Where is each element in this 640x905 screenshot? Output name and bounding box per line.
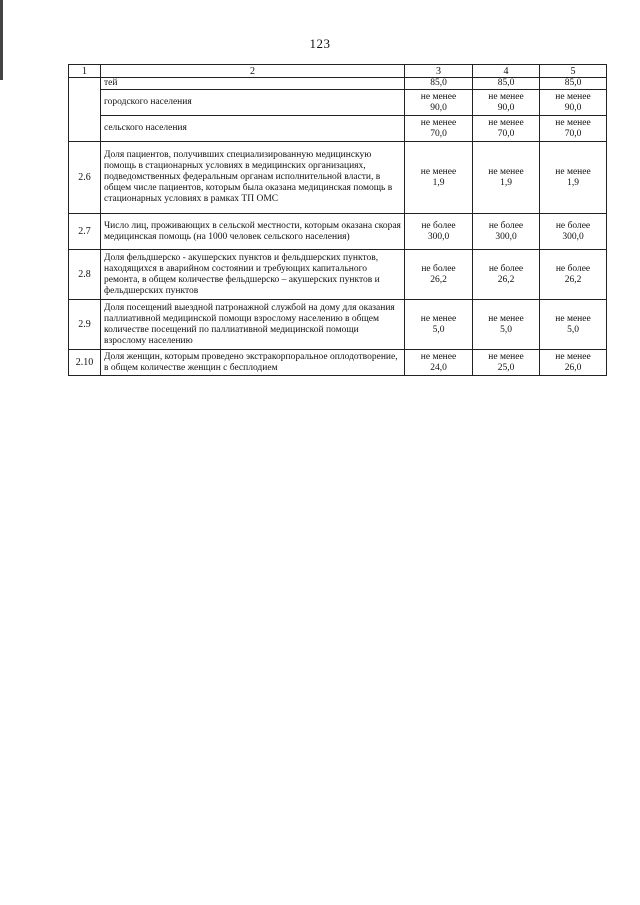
value-text: 85,0 bbox=[430, 78, 447, 88]
header-cell-col-1: 1 bbox=[69, 65, 101, 78]
value-number: 24,0 bbox=[430, 362, 447, 373]
value-col-3 bbox=[405, 250, 473, 300]
value-qualifier: не менее bbox=[420, 117, 457, 128]
value-number: 300,0 bbox=[562, 231, 584, 242]
value-col-5 bbox=[540, 300, 607, 350]
row-description: Доля пациентов, получивших специализированную медицинскую помощь в стационарных условиях в медицинских организациях, подведомственных федеральным органам исполнительной власти, в общем числе пациентов, которым была оказана медицинская помощь в стационарных условиях в рамках ТП ОМС bbox=[101, 142, 405, 214]
value-qualifier: не более bbox=[555, 220, 591, 231]
value-col-3 bbox=[405, 350, 473, 376]
value-col-5 bbox=[540, 116, 607, 142]
value-col-4 bbox=[473, 142, 540, 214]
value-text: 85,0 bbox=[564, 78, 582, 88]
value-number: 1,9 bbox=[567, 177, 579, 188]
value-text: 85,0 bbox=[497, 78, 515, 88]
table-row bbox=[69, 214, 607, 250]
value-number: 300,0 bbox=[495, 231, 517, 242]
value-qualifier: не более bbox=[488, 220, 524, 231]
row-number-cell: 2.8 bbox=[69, 250, 101, 300]
page-number: 123 bbox=[309, 36, 331, 51]
table-row bbox=[69, 142, 607, 214]
value-number: 5,0 bbox=[500, 324, 512, 335]
value-number: 90,0 bbox=[564, 102, 582, 113]
value-col-3 bbox=[405, 300, 473, 350]
value-qualifier: не менее bbox=[555, 351, 591, 362]
value-col-4 bbox=[473, 90, 540, 116]
table-row bbox=[69, 116, 607, 142]
row-number-cell: 2.6 bbox=[69, 142, 101, 214]
indicators-table bbox=[68, 64, 607, 376]
table-header-row bbox=[69, 65, 607, 78]
value-number: 90,0 bbox=[497, 102, 515, 113]
value-qualifier: не менее bbox=[420, 166, 457, 177]
table-row bbox=[69, 90, 607, 116]
header-cell-col-2: 2 bbox=[101, 65, 405, 78]
value-number: 5,0 bbox=[567, 324, 579, 335]
header-cell-col-5: 5 bbox=[540, 65, 607, 78]
value-col-3 bbox=[405, 90, 473, 116]
row-number-cell bbox=[69, 78, 101, 142]
row-description: Доля посещений выездной патронажной службой на дому для оказания паллиативной медицинской помощи взрослому населению в общем количестве посещений по паллиативной медицинской помощи взрослому населению bbox=[101, 300, 405, 350]
value-col-4 bbox=[473, 78, 540, 90]
value-col-4 bbox=[473, 116, 540, 142]
row-number-cell: 2.9 bbox=[69, 300, 101, 350]
header-cell-col-4: 4 bbox=[473, 65, 540, 78]
row-number-cell: 2.10 bbox=[69, 350, 101, 376]
value-qualifier: не менее bbox=[420, 313, 457, 324]
row-description: сельского населения bbox=[101, 116, 405, 142]
value-col-3 bbox=[405, 78, 473, 90]
value-col-5 bbox=[540, 214, 607, 250]
value-qualifier: не более bbox=[421, 263, 456, 274]
value-number: 26,2 bbox=[430, 274, 447, 285]
value-col-4 bbox=[473, 300, 540, 350]
value-number: 70,0 bbox=[430, 128, 447, 139]
value-col-4 bbox=[473, 250, 540, 300]
row-description: Число лиц, проживающих в сельской местности, которым оказана скорая медицинская помощь (на 1000 человек сельского населения) bbox=[101, 214, 405, 250]
value-col-4 bbox=[473, 214, 540, 250]
value-qualifier: не менее bbox=[488, 91, 524, 102]
value-number: 26,2 bbox=[497, 274, 515, 285]
value-number: 1,9 bbox=[500, 177, 512, 188]
row-description: тей bbox=[101, 78, 405, 90]
value-col-5 bbox=[540, 78, 607, 90]
row-description: Доля женщин, которым проведено экстракорпоральное оплодотворение, в общем количестве женщин с бесплодием bbox=[101, 350, 405, 376]
value-qualifier: не более bbox=[421, 220, 456, 231]
value-number: 70,0 bbox=[564, 128, 582, 139]
header-cell-col-3: 3 bbox=[405, 65, 473, 78]
table-row bbox=[69, 78, 607, 90]
value-number: 90,0 bbox=[430, 102, 447, 113]
value-qualifier: не менее bbox=[488, 351, 524, 362]
row-description: Доля фельдшерско - акушерских пунктов и фельдшерских пунктов, находящихся в аварийном состоянии и требующих капитального ремонта, в общем количестве фельдшерско – акушерских пунктов и фельдшерских пунктов bbox=[101, 250, 405, 300]
value-qualifier: не более bbox=[555, 263, 591, 274]
value-number: 26,2 bbox=[564, 274, 582, 285]
value-number: 26,0 bbox=[564, 362, 582, 373]
table-row bbox=[69, 350, 607, 376]
value-col-4 bbox=[473, 350, 540, 376]
value-col-5 bbox=[540, 250, 607, 300]
value-qualifier: не менее bbox=[420, 351, 457, 362]
value-qualifier: не менее bbox=[488, 313, 524, 324]
value-number: 300,0 bbox=[427, 231, 450, 242]
value-qualifier: не менее bbox=[555, 166, 591, 177]
value-number: 70,0 bbox=[497, 128, 515, 139]
value-qualifier: не менее bbox=[420, 91, 457, 102]
value-qualifier: не менее bbox=[488, 117, 524, 128]
value-col-5 bbox=[540, 142, 607, 214]
value-qualifier: не более bbox=[488, 263, 524, 274]
row-description: городского населения bbox=[101, 90, 405, 116]
value-col-3 bbox=[405, 142, 473, 214]
value-number: 25,0 bbox=[497, 362, 515, 373]
value-number: 1,9 bbox=[432, 177, 445, 188]
row-number-cell: 2.7 bbox=[69, 214, 101, 250]
value-number: 5,0 bbox=[432, 324, 445, 335]
value-qualifier: не менее bbox=[555, 117, 591, 128]
value-col-5 bbox=[540, 350, 607, 376]
value-col-3 bbox=[405, 214, 473, 250]
table-row bbox=[69, 250, 607, 300]
value-qualifier: не менее bbox=[555, 313, 591, 324]
value-col-3 bbox=[405, 116, 473, 142]
table-row bbox=[69, 300, 607, 350]
value-qualifier: не менее bbox=[555, 91, 591, 102]
value-qualifier: не менее bbox=[488, 166, 524, 177]
value-col-5 bbox=[540, 90, 607, 116]
